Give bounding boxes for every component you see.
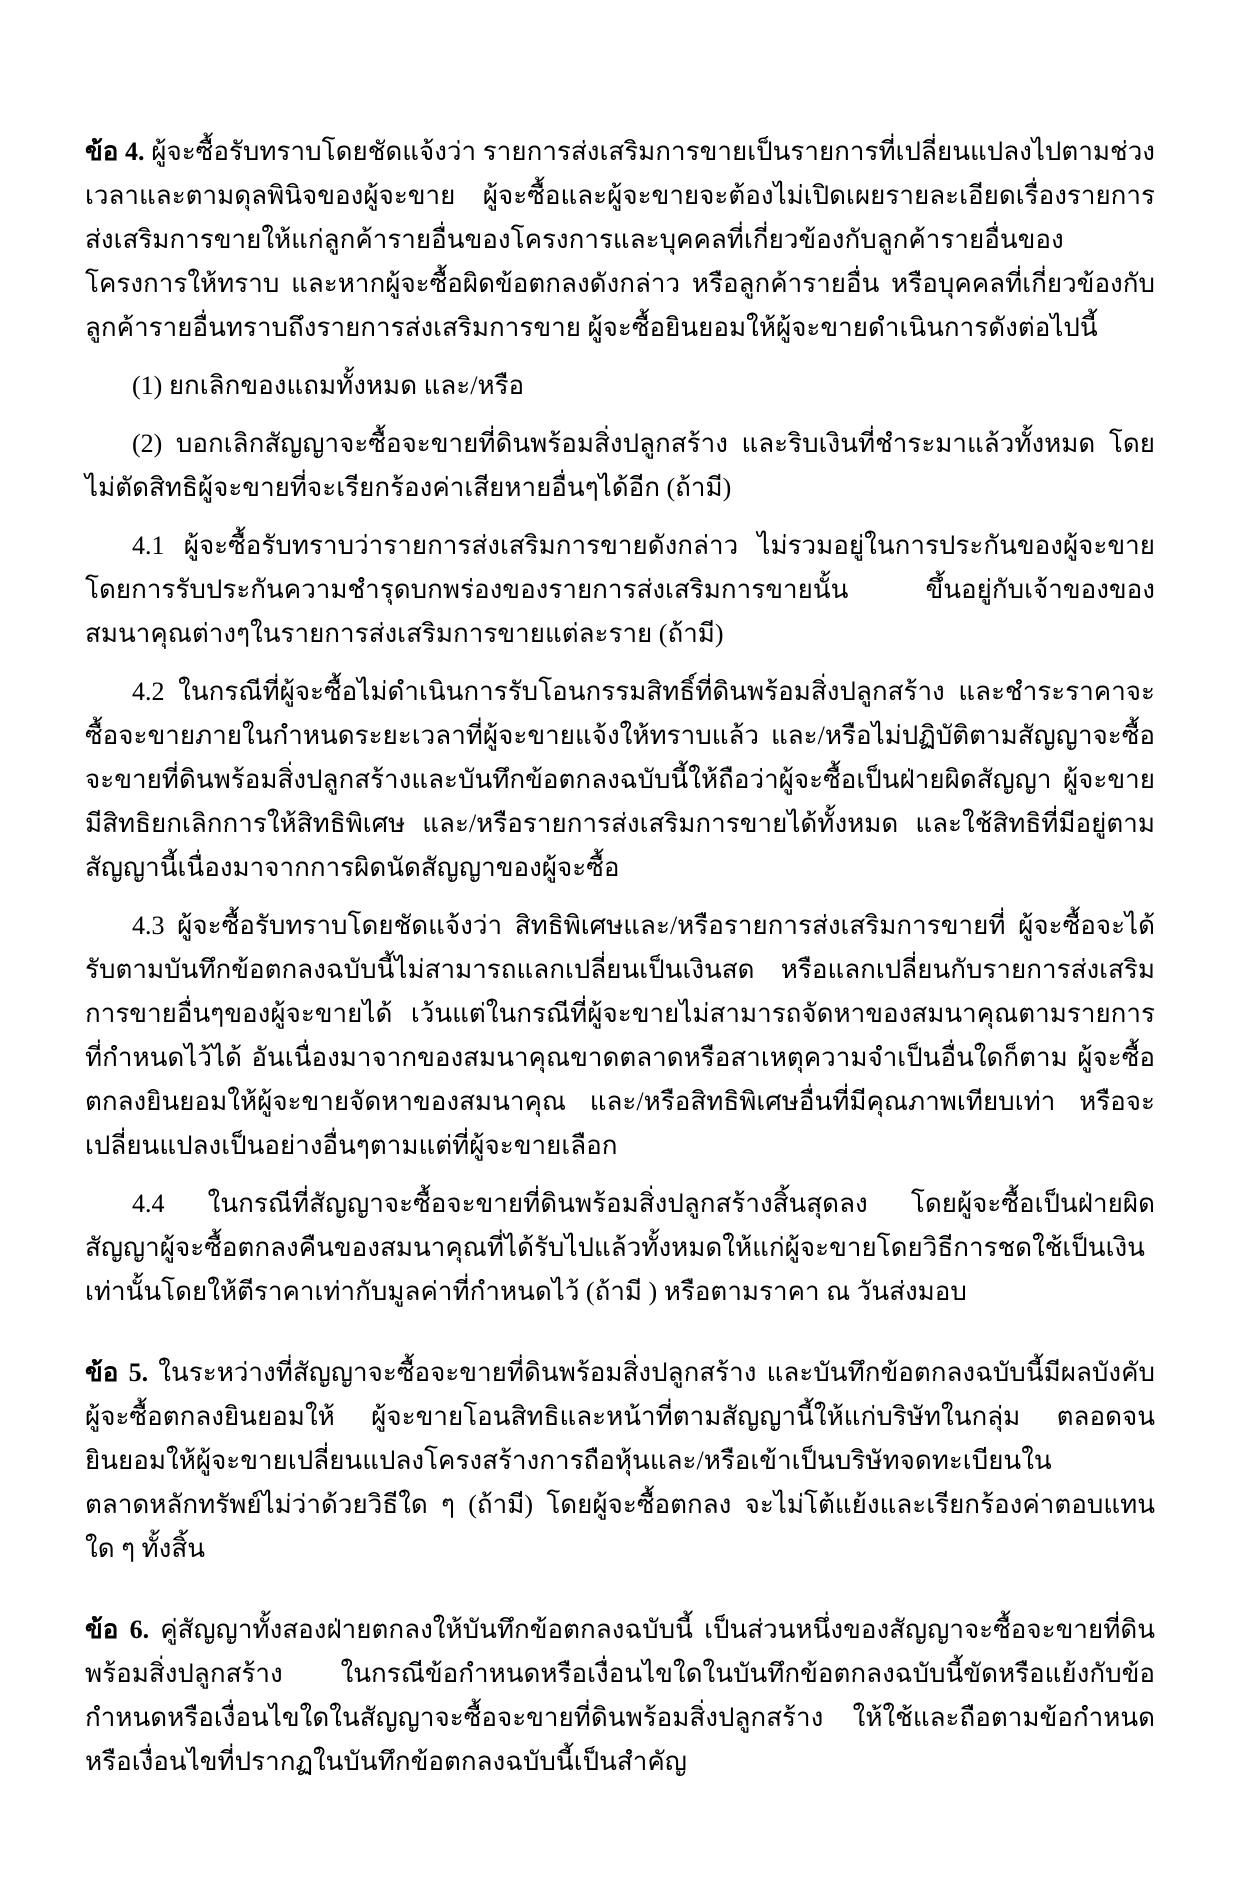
clause-4-item-2: (2) บอกเลิกสัญญาจะซื้อจะขายที่ดินพร้อมสิ่งปลูกสร้าง และริบเงินที่ชำระมาแล้วทั้งหมด โดยไม่ตัดสิทธิผู้จะขายที่จะเรียกร้องค่าเสียหายอื่นๆได้อีก (ถ้ามี) <box>85 429 1155 502</box>
clause-6-label: ข้อ 6. <box>85 1615 150 1644</box>
clause-4-label: ข้อ 4. <box>85 137 145 166</box>
clause-5: ข้อ 5. ในระหว่างที่สัญญาจะซื้อจะขายที่ดินพร้อมสิ่งปลูกสร้าง และบันทึกข้อตกลงฉบับนี้มีผลบังคับ ผู้จะซื้อตกลงยินยอมให้ ผู้จะขายโอนสิทธิและหน้าที่ตามสัญญานี้ให้แก่บริษัทในกลุ่ม ตลอดจนยินยอมให้ผู้จะขายเปลี่ยนแปลงโครงสร้างการถือหุ้นและ/หรือเข้าเป็นบริษัทจดทะเบียนในตลาดหลักทรัพย์ไม่ว่าด้วยวิธีใด ๆ (ถ้ามี) โดยผู้จะซื้อตกลง จะไม่โต้แย้งและเรียกร้องค่าตอบแทนใด ๆ ทั้งสิ้น <box>85 1358 1155 1563</box>
clause-4-item-1: (1) ยกเลิกของแถมทั้งหมด และ/หรือ <box>132 371 525 400</box>
clause-4-4: 4.4 ในกรณีที่สัญญาจะซื้อจะขายที่ดินพร้อมสิ่งปลูกสร้างสิ้นสุดลง โดยผู้จะซื้อเป็นฝ่ายผิดสัญญาผู้จะซื้อตกลงคืนของสมนาคุณที่ได้รับไปแล้วทั้งหมดให้แก่ผู้จะขายโดยวิธีการชดใช้เป็นเงินเท่านั้นโดยให้ตีราคาเท่ากับมูลค่าที่กำหนดไว้ (ถ้ามี ) หรือตามราคา ณ วันส่งมอบ <box>85 1189 1155 1306</box>
clause-6: ข้อ 6. คู่สัญญาทั้งสองฝ่ายตกลงให้บันทึกข้อตกลงฉบับนี้ เป็นส่วนหนึ่งของสัญญาจะซื้อจะขายที่ดินพร้อมสิ่งปลูกสร้าง ในกรณีข้อกำหนดหรือเงื่อนไขใดในบันทึกข้อตกลงฉบับนี้ขัดหรือแย้งกับข้อกำหนดหรือเงื่อนไขใดในสัญญาจะซื้อจะขายที่ดินพร้อมสิ่งปลูกสร้าง ให้ใช้และถือตามข้อกำหนดหรือเงื่อนไขที่ปรากฏในบันทึกข้อตกลงฉบับนี้เป็นสำคัญ <box>85 1615 1156 1776</box>
agreement-text-body <box>85 130 1155 1784</box>
clause-5-label: ข้อ 5. <box>85 1358 149 1387</box>
clause-4-3: 4.3 ผู้จะซื้อรับทราบโดยชัดแจ้งว่า สิทธิพิเศษและ/หรือรายการส่งเสริมการขายที่ ผู้จะซื้อจะได้รับตามบันทึกข้อตกลงฉบับนี้ไม่สามารถแลกเปลี่ยนเป็นเงินสด หรือแลกเปลี่ยนกับรายการส่งเสริมการขายอื่นๆของผู้จะขายได้ เว้นแต่ในกรณีที่ผู้จะขายไม่สามารถจัดหาของสมนาคุณตามรายการที่กำหนดไว้ได้ อันเนื่องมาจากของสมนาคุณขาดตลาดหรือสาเหตุความจำเป็นอื่นใดก็ตาม ผู้จะซื้อตกลงยินยอมให้ผู้จะขายจัดหาของสมนาคุณ และ/หรือสิทธิพิเศษอื่นที่มีคุณภาพเทียบเท่า หรือจะเปลี่ยนแปลงเป็นอย่างอื่นๆตามแต่ที่ผู้จะขายเลือก <box>85 911 1155 1160</box>
clause-4-1: 4.1 ผู้จะซื้อรับทราบว่ารายการส่งเสริมการขายดังกล่าว ไม่รวมอยู่ในการประกันของผู้จะขาย โดยการรับประกันความชำรุดบกพร่องของรายการส่งเสริมการขายนั้น ขึ้นอยู่กับเจ้าของของสมนาคุณต่างๆในรายการส่งเสริมการขายแต่ละราย (ถ้ามี) <box>85 531 1155 648</box>
clause-4: ข้อ 4. ผู้จะซื้อรับทราบโดยชัดแจ้งว่า รายการส่งเสริมการขายเป็นรายการที่เปลี่ยนแปลงไปตามช่วงเวลาและตามดุลพินิจของผู้จะขาย ผู้จะซื้อและผู้จะขายจะต้องไม่เปิดเผยรายละเอียดเรื่องรายการส่งเสริมการขายให้แก่ลูกค้ารายอื่นของโครงการและบุคคลที่เกี่ยวข้องกับลูกค้ารายอื่นของโครงการให้ทราบ และหากผู้จะซื้อผิดข้อตกลงดังกล่าว หรือลูกค้ารายอื่น หรือบุคคลที่เกี่ยวข้องกับลูกค้ารายอื่นทราบถึงรายการส่งเสริมการขาย ผู้จะซื้อยินยอมให้ผู้จะขายดำเนินการดังต่อไปนี้ <box>85 137 1155 342</box>
clause-4-2: 4.2 ในกรณีที่ผู้จะซื้อไม่ดำเนินการรับโอนกรรมสิทธิ์ที่ดินพร้อมสิ่งปลูกสร้าง และชำระราคาจะซื้อจะขายภายในกำหนดระยะเวลาที่ผู้จะขายแจ้งให้ทราบแล้ว และ/หรือไม่ปฏิบัติตามสัญญาจะซื้อจะขายที่ดินพร้อมสิ่งปลูกสร้างและบันทึกข้อตกลงฉบับนี้ให้ถือว่าผู้จะซื้อเป็นฝ่ายผิดสัญญา ผู้จะขายมีสิทธิยกเลิกการให้สิทธิพิเศษ และ/หรือรายการส่งเสริมการขายได้ทั้งหมด และใช้สิทธิที่มีอยู่ตามสัญญานี้เนื่องมาจากการผิดนัดสัญญาของผู้จะซื้อ <box>85 677 1155 882</box>
